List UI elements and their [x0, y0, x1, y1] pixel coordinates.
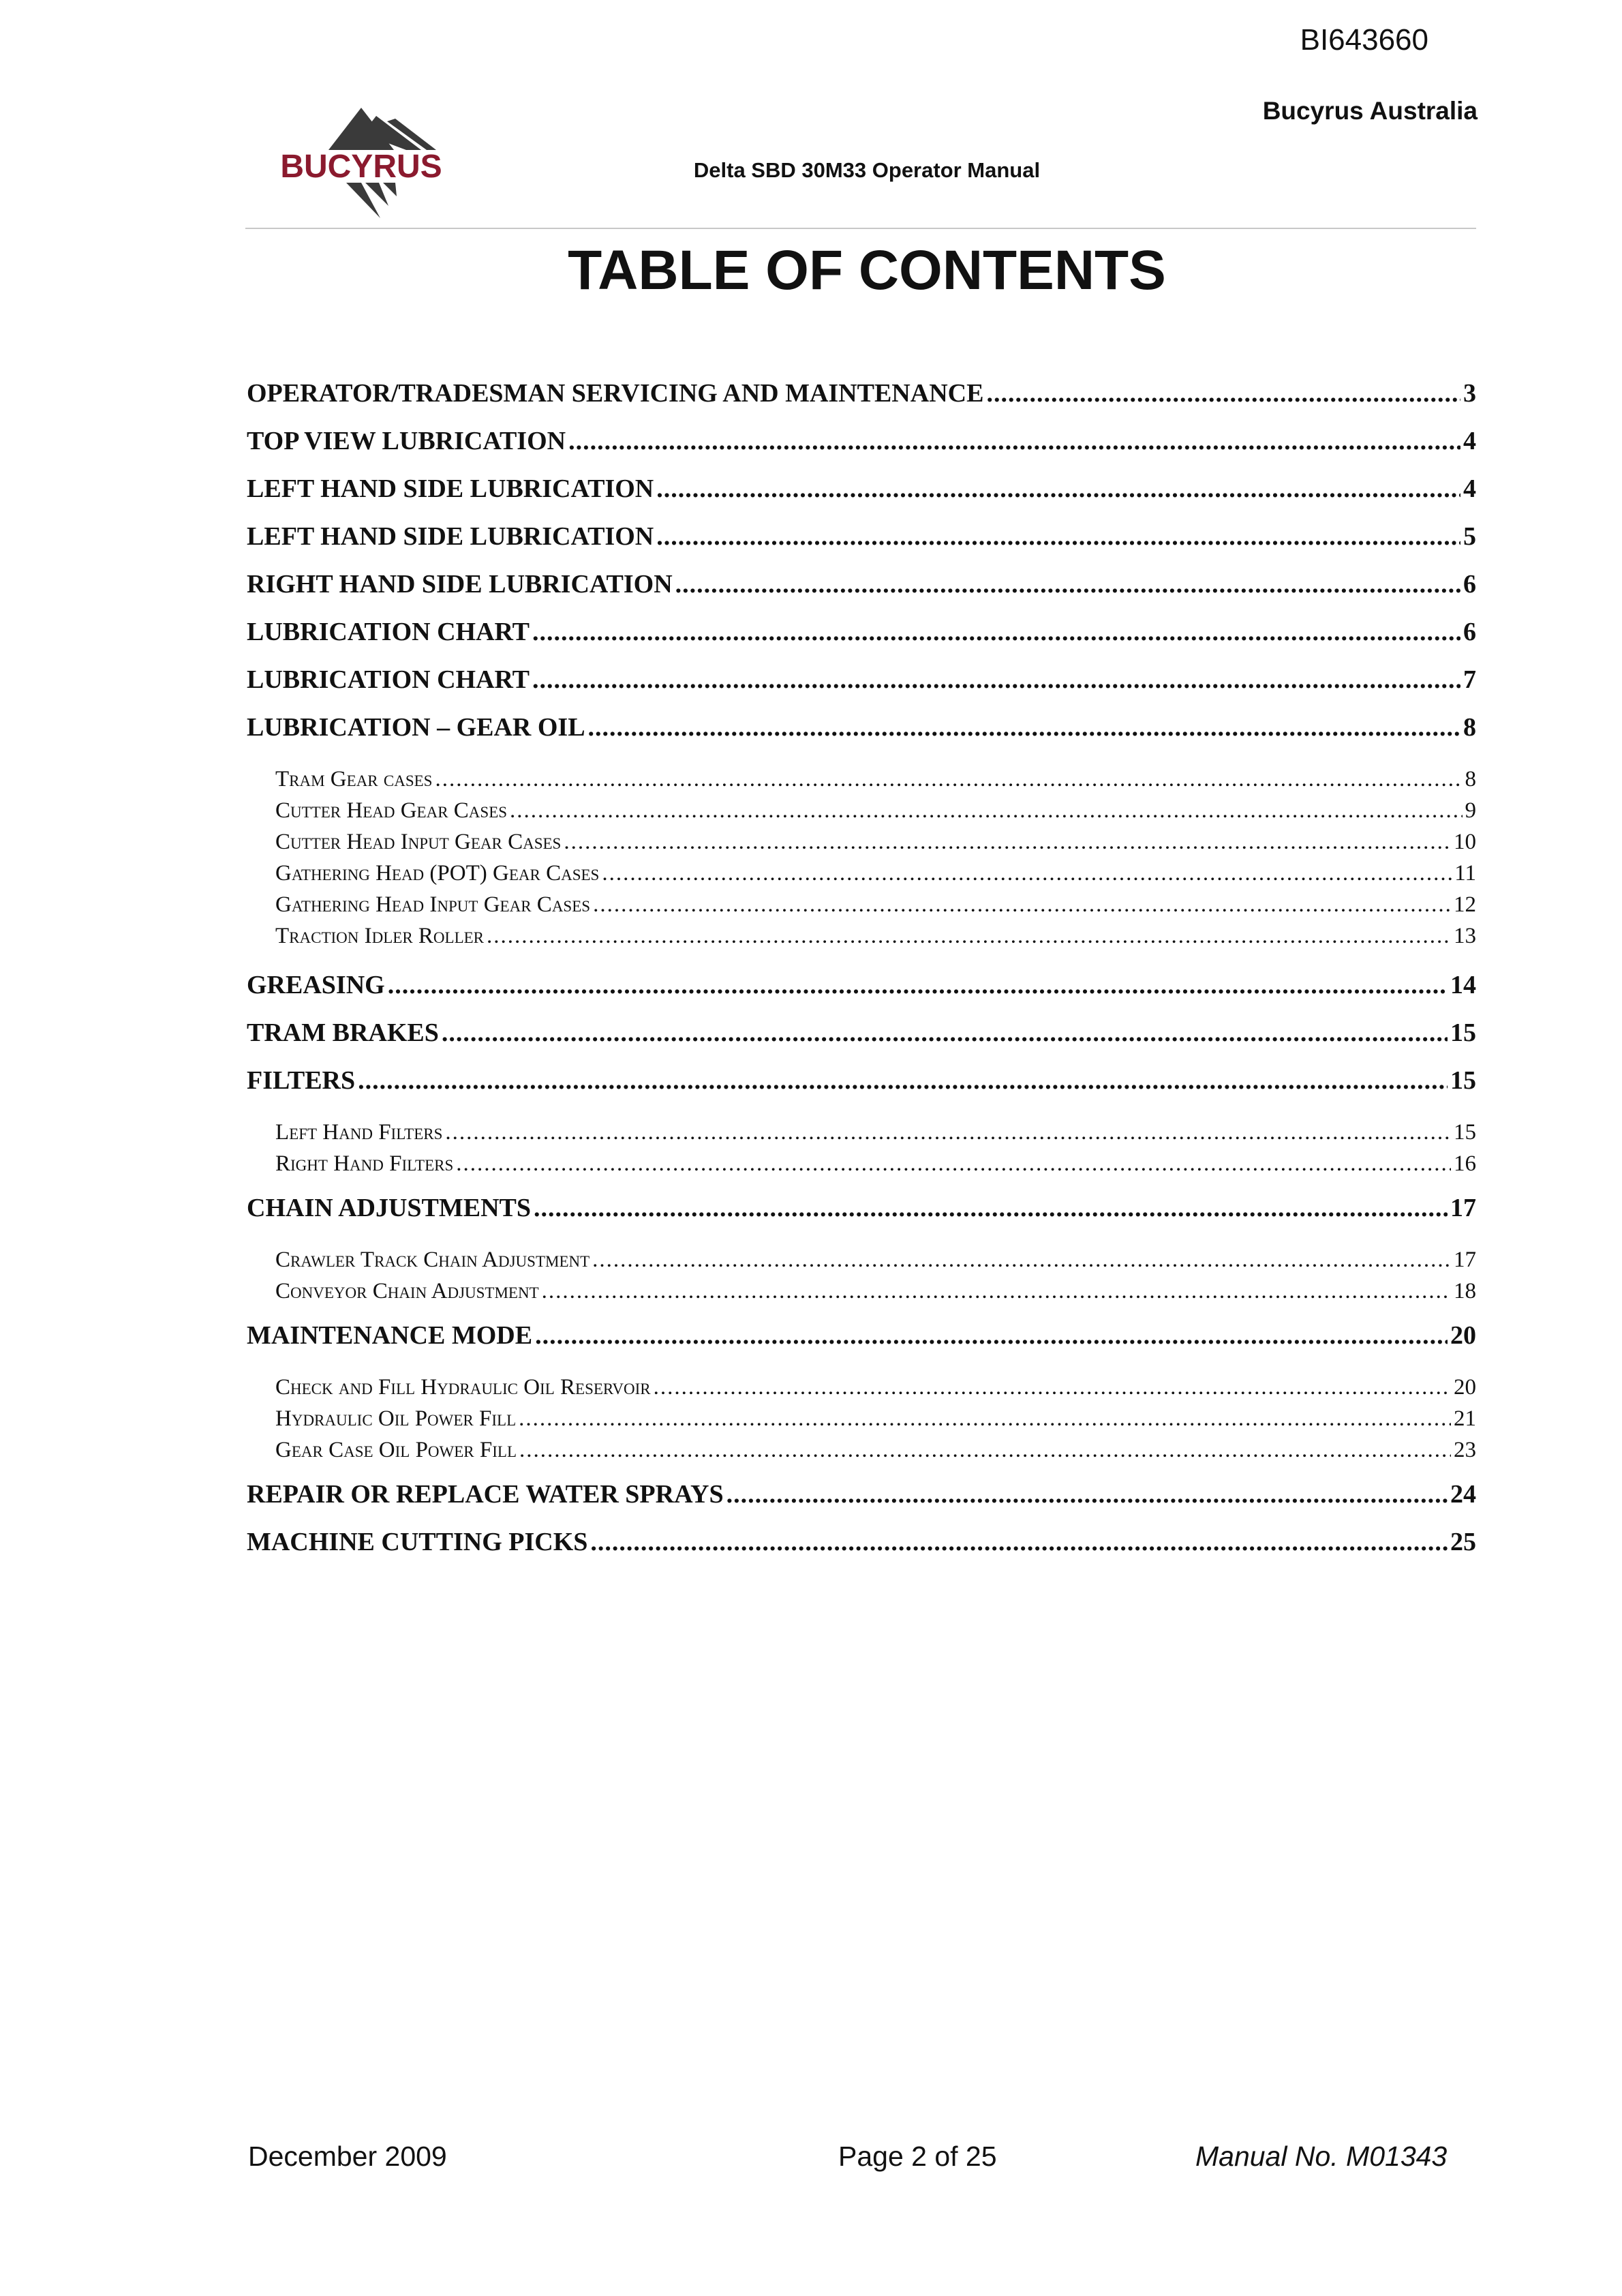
footer-page-number: Page 2 of 25: [838, 2141, 997, 2172]
toc-subentry[interactable]: Tram Gear cases ..... 8: [247, 767, 1476, 792]
toc-subentry[interactable]: Hydraulic Oil Power Fill ..... 21: [247, 1406, 1476, 1432]
table-of-contents: [247, 0, 1476, 1636]
toc-entry[interactable]: LUBRICATION CHART ..... 7: [247, 665, 1476, 695]
toc-entry[interactable]: GREASING ..... 14: [247, 970, 1476, 1000]
footer-manual-number: Manual No. M01343: [1195, 2141, 1448, 2172]
toc-subentry[interactable]: Conveyor Chain Adjustment ..... 18: [247, 1279, 1476, 1304]
toc-entry[interactable]: FILTERS ..... 15: [247, 1066, 1476, 1096]
toc-entry[interactable]: LUBRICATION – GEAR OIL ..... 8: [247, 712, 1476, 742]
toc-subentry[interactable]: Cutter Head Gear Cases ..... 9: [247, 798, 1476, 824]
footer-date: December 2009: [248, 2141, 447, 2172]
toc-subentry[interactable]: Gear Case Oil Power Fill ..... 23: [247, 1438, 1476, 1463]
toc-subentry[interactable]: Check and Fill Hydraulic Oil Reservoir ..... 20: [247, 1375, 1476, 1400]
company-name: Bucyrus Australia: [1262, 97, 1478, 125]
logo-wordmark: BUCYRUS: [280, 149, 442, 185]
toc-subentry[interactable]: Gathering Head (POT) Gear Cases ..... 11: [247, 861, 1476, 886]
toc-entry[interactable]: TRAM BRAKES ..... 15: [247, 1018, 1476, 1048]
toc-subentry[interactable]: Crawler Track Chain Adjustment ..... 17: [247, 1248, 1476, 1273]
toc-subentry[interactable]: Traction Idler Roller ..... 13: [247, 924, 1476, 949]
toc-entry[interactable]: TOP VIEW LUBRICATION ..... 4: [247, 426, 1476, 456]
toc-subentry[interactable]: Right Hand Filters ..... 16: [247, 1151, 1476, 1177]
toc-entry[interactable]: RIGHT HAND SIDE LUBRICATION ..... 6: [247, 569, 1476, 599]
toc-subentry[interactable]: Cutter Head Input Gear Cases ..... 10: [247, 830, 1476, 855]
page-title: TABLE OF CONTENTS: [568, 239, 1166, 301]
toc-entry[interactable]: CHAIN ADJUSTMENTS ..... 17: [247, 1193, 1476, 1223]
toc-subentry[interactable]: Gathering Head Input Gear Cases ..... 12: [247, 892, 1476, 918]
toc-entry[interactable]: MACHINE CUTTING PICKS ..... 25: [247, 1527, 1476, 1557]
toc-subentry[interactable]: Left Hand Filters ..... 15: [247, 1120, 1476, 1145]
toc-entry[interactable]: LEFT HAND SIDE LUBRICATION ..... 4: [247, 474, 1476, 504]
toc-entry[interactable]: MAINTENANCE MODE ..... 20: [247, 1320, 1476, 1350]
toc-entry[interactable]: LUBRICATION CHART ..... 6: [247, 617, 1476, 647]
document-id: BI643660: [1300, 23, 1428, 57]
toc-entry[interactable]: OPERATOR/TRADESMAN SERVICING AND MAINTENANCE ..... 3: [247, 378, 1476, 408]
manual-title: Delta SBD 30M33 Operator Manual: [693, 158, 1041, 182]
toc-entry[interactable]: REPAIR OR REPLACE WATER SPRAYS ..... 24: [247, 1479, 1476, 1509]
toc-entry[interactable]: LEFT HAND SIDE LUBRICATION ..... 5: [247, 522, 1476, 552]
